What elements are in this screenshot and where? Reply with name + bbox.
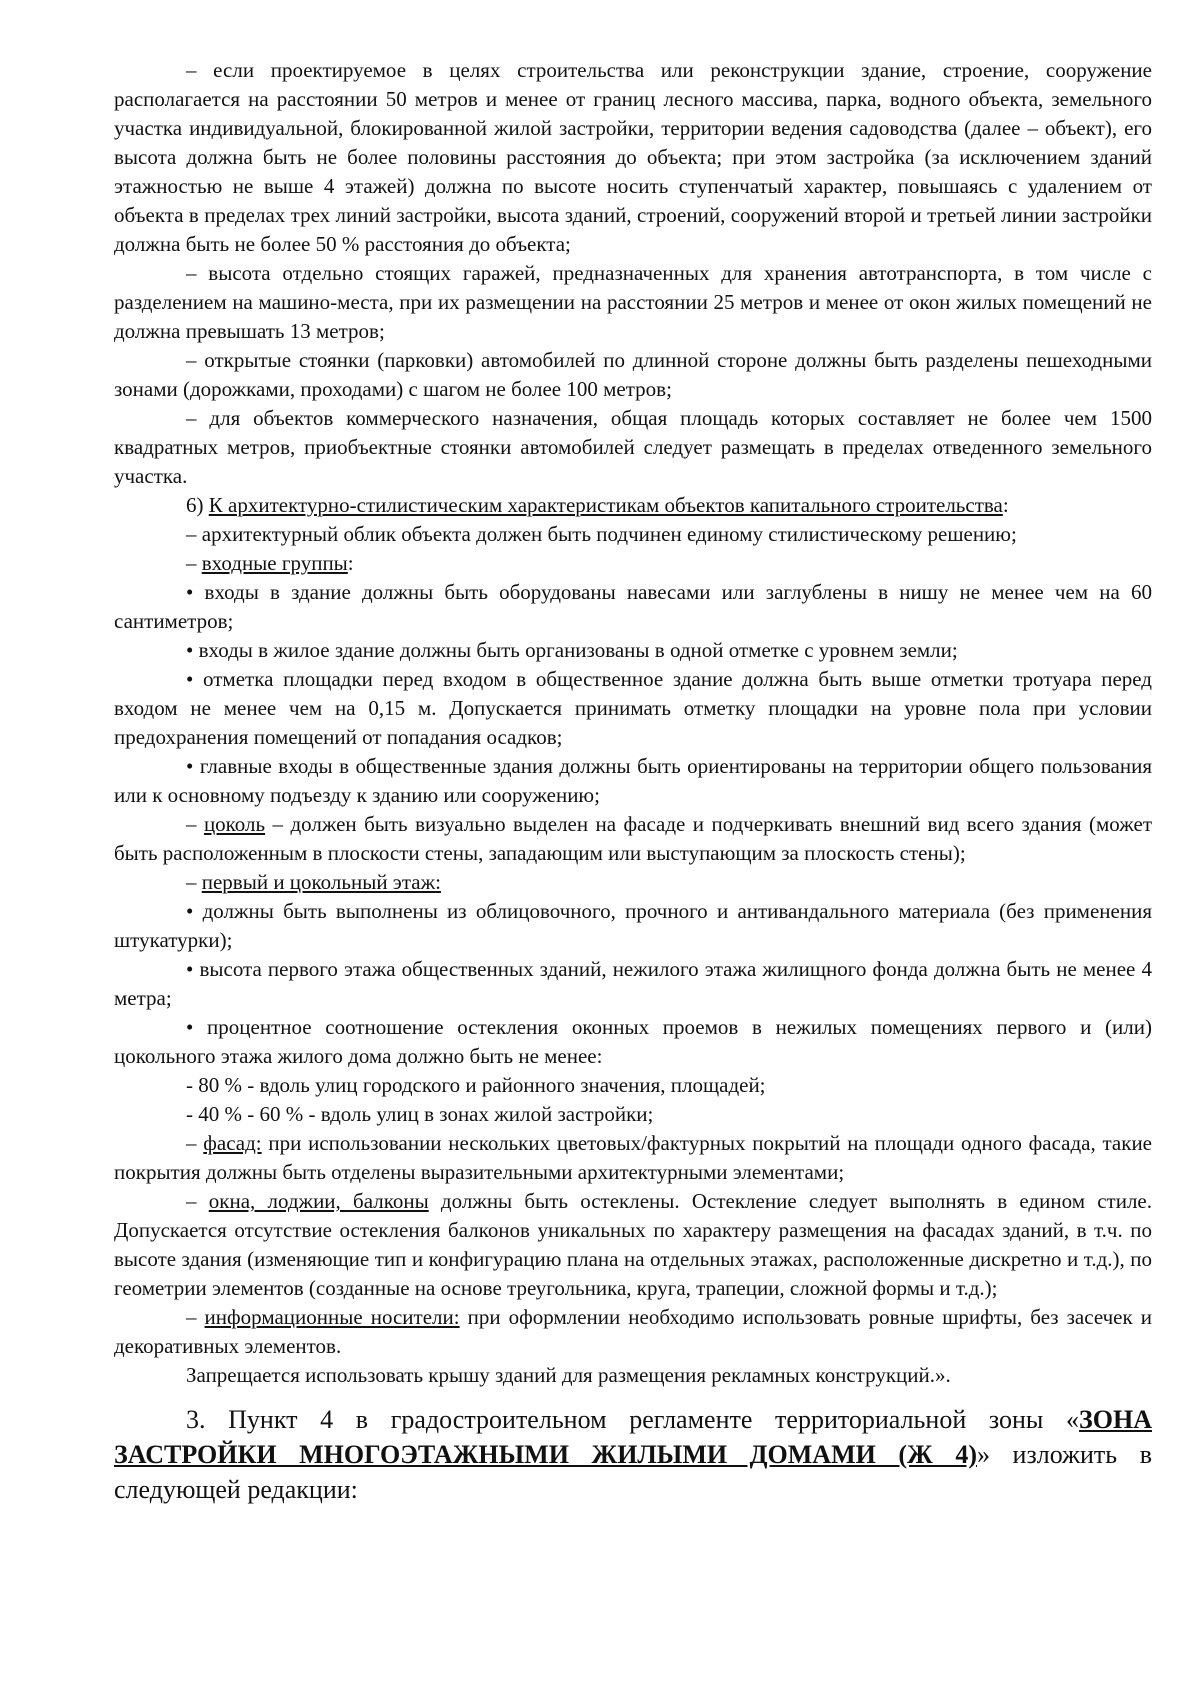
text-run: – (186, 1131, 204, 1155)
paragraph-p15 (114, 955, 1152, 1013)
text-run: – (186, 812, 204, 836)
text-run: – (186, 870, 202, 894)
text-run: : (1002, 493, 1009, 517)
text-run: • главные входы в общественные здания должны быть ориентированы на территории общего пользования или к основному подъезду к зданию или сооружению; (114, 754, 1152, 807)
text-run: • отметка площадки перед входом в общественное здание должна быть выше отметки тротуара перед входом не менее чем на 0,15 м. Допускается принимать отметку площадки на уровне пола при условии предохранения помещений от попадания осадков; (114, 667, 1152, 749)
paragraph-p4 (114, 404, 1152, 491)
document-body (114, 56, 1152, 1390)
text-run: • должны быть выполнены из облицовочного, прочного и антивандального материала (без применения штукатурки); (114, 899, 1152, 952)
paragraph-p11 (114, 752, 1152, 810)
text-run: – если проектируемое в целях строительства или реконструкции здание, строение, сооружение располагается на расстоянии 50 метров и менее от границ лесного массива, парка, водного объекта, земельного участка индивидуальной, блокированной жилой застройки, территории ведения садоводства (далее – объект), его высота должна быть не более половины расстояния до объекта; при этом застройка (за исключением зданий этажностью не выше 4 этажей) должна по высоте носить ступенчатый характер, повышаясь с удалением от объекта в пределах трех линий застройки, высота зданий, строений, сооружений второй и третьей линии застройки должна быть не более 50 % расстояния до объекта; (114, 58, 1152, 256)
paragraph-p8 (114, 578, 1152, 636)
paragraph-p18 (114, 1100, 1152, 1129)
text-run: - 80 % - вдоль улиц городского и районного значения, площадей; (186, 1073, 766, 1097)
text-run: 6) (186, 493, 209, 517)
underlined-term: входные группы (201, 551, 348, 575)
zone-name: ЗОНА ЗАСТРОЙКИ МНОГОЭТАЖНЫМИ ЖИЛЫМИ ДОМАМИ (Ж 4) (114, 1405, 1152, 1469)
text-run: при использовании нескольких цветовых/фактурных покрытий на площади одного фасада, такие покрытия должны быть отделены выразительными архитектурными элементами; (114, 1131, 1152, 1184)
paragraph-p22 (114, 1361, 1152, 1390)
paragraph-p21 (114, 1303, 1152, 1361)
section-3-paragraph (114, 1402, 1152, 1507)
text-run: – открытые стоянки (парковки) автомобилей по длинной стороне должны быть разделены пешеходными зонами (дорожками, проходами) с шагом не более 100 метров; (114, 348, 1152, 401)
paragraph-p5 (114, 491, 1152, 520)
text-run: • процентное соотношение остекления оконных проемов в нежилых помещениях первого и (или) цокольного этажа жилого дома должно быть не менее: (114, 1015, 1152, 1068)
text-run: должны быть остеклены. Остекление следует выполнять в едином стиле. Допускается отсутствие остекления балконов уникальных по характеру размещения на фасадах зданий, в т.ч. по высоте здания (изменяющие тип и конфигурацию плана на отдельных этажах, расположенные дискретно и т.д.), по геометрии элементов (созданные на основе треугольника, круга, трапеции, сложной формы и т.д.); (114, 1189, 1153, 1300)
text-run: при оформлении необходимо использовать ровные шрифты, без засечек и декоративных элементов. (114, 1305, 1152, 1358)
paragraph-p20 (114, 1187, 1152, 1303)
paragraph-p9 (114, 636, 1152, 665)
text-run: : (347, 551, 354, 575)
underlined-term: цоколь (203, 812, 266, 836)
paragraph-p1 (114, 56, 1152, 259)
paragraph-p14 (114, 897, 1152, 955)
text-run: – должен быть визуально выделен на фасаде и подчеркивать внешний вид всего здания (может быть расположенным в плоскости стены, западающим или выступающим за плоскость стены); (114, 812, 1152, 865)
underlined-term: фасад: (203, 1131, 262, 1155)
text-run: – для объектов коммерческого назначения, общая площадь которых составляет не более чем 1500 квадратных метров, приобъектные стоянки автомобилей следует размещать в пределах отведенного земельного участка. (114, 406, 1152, 488)
paragraph-p3 (114, 346, 1152, 404)
document-page (114, 56, 1152, 1507)
underlined-term: окна, лоджии, балконы (208, 1189, 429, 1213)
paragraph-p16 (114, 1013, 1152, 1071)
text-run: • высота первого этажа общественных зданий, нежилого этажа жилищного фонда должна быть не менее 4 метра; (114, 957, 1152, 1010)
underlined-term: первый и цокольный этаж: (201, 870, 441, 894)
paragraph-p19 (114, 1129, 1152, 1187)
section-3-tail: » изложить в следующей редакции: (114, 1440, 1152, 1504)
paragraph-p13 (114, 868, 1152, 897)
text-run: Запрещается использовать крышу зданий для размещения рекламных конструкций.». (186, 1363, 951, 1387)
paragraph-p7 (114, 549, 1152, 578)
section-3-lead: 3. Пункт 4 в градостроительном регламенте территориальной зоны « (186, 1405, 1080, 1434)
text-run: – (186, 551, 202, 575)
text-run: • входы в здание должны быть оборудованы навесами или заглублены в нишу не менее чем на 60 сантиметров; (114, 580, 1152, 633)
text-run: – архитектурный облик объекта должен быть подчинен единому стилистическому решению; (186, 522, 1017, 546)
paragraph-p2 (114, 259, 1152, 346)
underlined-term: К архитектурно-стилистическим характеристикам объектов капитального строительства (208, 493, 1003, 517)
paragraph-p6 (114, 520, 1152, 549)
text-run: – (186, 1189, 209, 1213)
text-run: – высота отдельно стоящих гаражей, предназначенных для хранения автотранспорта, в том числе с разделением на машино-места, при их размещении на расстоянии 25 метров и менее от окон жилых помещений не должна превышать 13 метров; (114, 261, 1152, 343)
paragraph-p17 (114, 1071, 1152, 1100)
text-run: – (186, 1305, 205, 1329)
text-run: • входы в жилое здание должны быть организованы в одной отметке с уровнем земли; (186, 638, 958, 662)
paragraph-p10 (114, 665, 1152, 752)
text-run: - 40 % - 60 % - вдоль улиц в зонах жилой застройки; (186, 1102, 654, 1126)
underlined-term: информационные носители: (204, 1305, 460, 1329)
paragraph-p12 (114, 810, 1152, 868)
